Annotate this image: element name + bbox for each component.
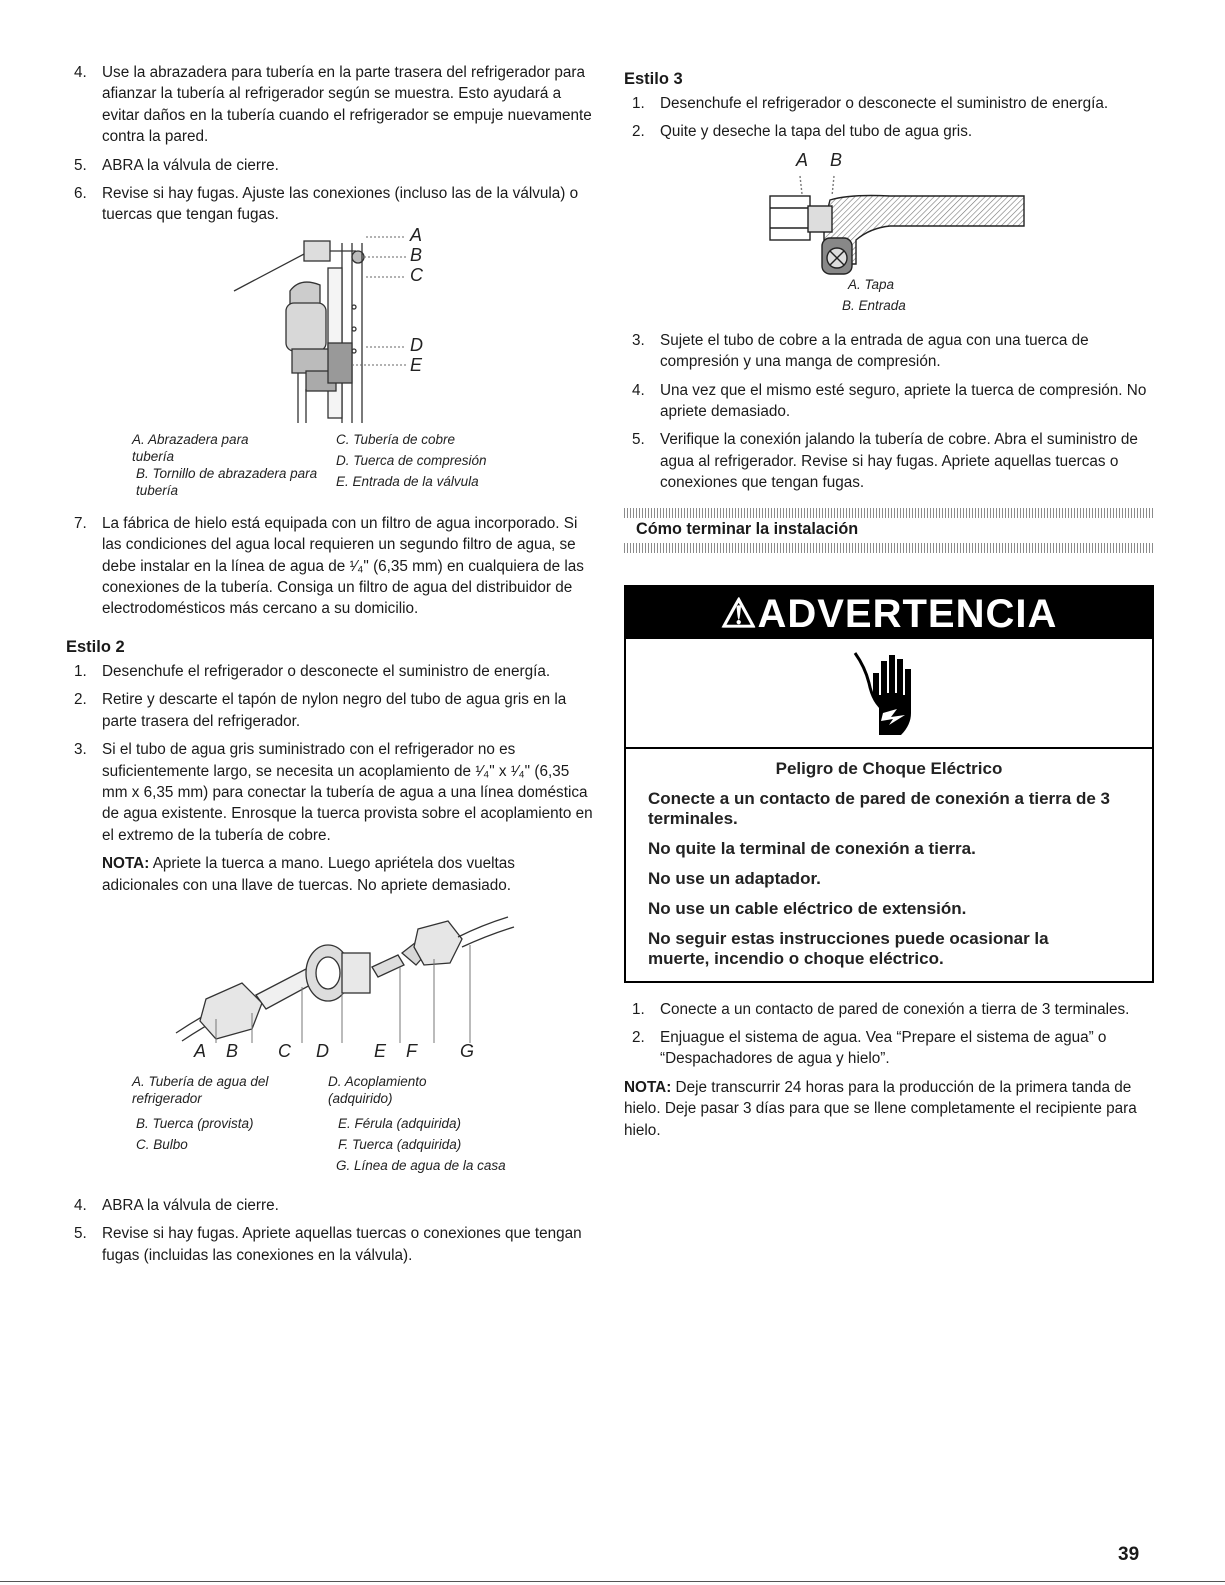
legend-item: B. Tuerca (provista) bbox=[136, 1115, 254, 1131]
legend-item: F. Tuerca (adquirida) bbox=[338, 1136, 462, 1152]
figure-coupling bbox=[66, 903, 594, 1073]
step-item: 1. Desenchufe el refrigerador o desconecte el suministro de energía. bbox=[624, 93, 1154, 114]
fig2-label-b: B bbox=[226, 1040, 239, 1061]
style3-heading: Estilo 3 bbox=[624, 70, 683, 88]
step-text: Revise si hay fugas. Ajuste las conexiones (incluso las de la válvula) o tuercas que tengan fugas. bbox=[102, 185, 579, 224]
step-item: 2. Retire y descarte el tapón de nylon negro del tubo de agua gris en la parte trasera del refrigerador. bbox=[66, 689, 594, 732]
step-item: 1. Conecte a un contacto de pared de conexión a tierra de 3 terminales. bbox=[624, 999, 1154, 1020]
legend-item: B. Entrada bbox=[842, 297, 906, 313]
right-column bbox=[624, 62, 1154, 1141]
section-title: Cómo terminar la instalación bbox=[636, 519, 859, 538]
valve-clamp-illustration bbox=[66, 233, 594, 431]
warning-box bbox=[624, 585, 1154, 983]
step-text: Una vez que el mismo esté seguro, apriete la tuerca de compresión. No apriete demasiado. bbox=[660, 381, 1147, 421]
left-column bbox=[66, 62, 594, 1273]
legend-item: G. Línea de agua de la casa bbox=[336, 1157, 506, 1173]
fig2-label-d: D bbox=[316, 1040, 329, 1061]
warning-line: No use un adaptador. bbox=[648, 868, 821, 888]
step-item: 2. Enjuague el sistema de agua. Vea “Prepare el sistema de agua” o “Despachadores de agua y hielo”. bbox=[624, 1027, 1154, 1070]
final-note: NOTA: Deje transcurrir 24 horas para la producción de la primera tanda de hielo. Deje pasar 3 días para que se llene completamente el recipiente para hielo. bbox=[624, 1078, 1137, 1139]
legend-item: B. Tornillo de abrazadera para tubería bbox=[136, 465, 318, 498]
legend-item: D. Tuerca de compresión bbox=[336, 452, 487, 468]
style2-heading: Estilo 2 bbox=[66, 637, 125, 656]
step-text: Si el tubo de agua gris suministrado con el refrigerador no es suficientemente largo, se necesita un acoplamiento de ¹⁄₄" x ¹⁄₄" (6,35 mm x 6,35 mm) para conectar la tubería de agua a una línea doméstica de agua existente. Enrosque la tuerca provista sobre el acoplamiento en el extremo de la tubería de cobre. bbox=[102, 741, 593, 844]
fig1-label-b: B bbox=[410, 244, 423, 265]
step-text: Desenchufe el refrigerador o desconecte el suministro de energía. bbox=[660, 95, 1109, 112]
fig1-label-a: A bbox=[410, 224, 423, 245]
step-item: 6. Revise si hay fugas. Ajuste las conexiones (incluso las de la válvula) o tuercas que tengan fugas. bbox=[66, 183, 594, 226]
step-text: Verifique la conexión jalando la tubería de cobre. Abra el suministro de agua al refrigerador. Revise si hay fugas. Apriete aquellas tuercas o conexiones que tengan fugas. bbox=[660, 431, 1138, 492]
water-inlet-illustration bbox=[624, 150, 1154, 276]
step-item: 3. Si el tubo de agua gris suministrado con el refrigerador no es suficientemente largo, se necesita un acoplamiento de ¹⁄₄" x ¹⁄₄" (6,35 mm x 6,35 mm) para conectar la tubería de agua a una línea doméstica de agua existente. Enrosque la tuerca provista sobre el acoplamiento en el extremo de la tubería de cobre. NOTA: Apriete la tuerca a mano. Luego apriétela dos vueltas adicionales con una llave de tuercas. No apriete demasiado. bbox=[66, 739, 594, 896]
step-text: ABRA la válvula de cierre. bbox=[102, 156, 279, 174]
step-item: 4. Use la abrazadera para tubería en la parte trasera del refrigerador para afianzar la tubería al refrigerador según se muestra. Esto ayudará a evitar daños en la tubería cuando el refrigerador se empuje nuevamente contra la pared. bbox=[66, 62, 594, 148]
step-item: 2. Quite y deseche la tapa del tubo de agua gris. bbox=[624, 121, 1154, 142]
step-text: ABRA la válvula de cierre. bbox=[102, 1196, 279, 1214]
step-text: Quite y deseche la tapa del tubo de agua gris. bbox=[660, 123, 973, 141]
figure2-legend bbox=[132, 1073, 594, 1191]
step-item: 5. Revise si hay fugas. Apriete aquellas tuercas o conexiones que tengan fugas (incluidas las conexiones en la válvula). bbox=[66, 1223, 594, 1266]
page-number: 39 bbox=[1118, 1544, 1140, 1565]
legend-item: C. Tubería de cobre bbox=[336, 431, 456, 447]
fig3-label-b: B bbox=[830, 149, 843, 170]
legend-item: A. Tapa bbox=[848, 276, 895, 292]
step-item: 4. ABRA la válvula de cierre. bbox=[66, 1195, 594, 1216]
warning-header: ⚠ADVERTENCIA bbox=[626, 587, 1152, 639]
warning-line: No use un cable eléctrico de extensión. bbox=[648, 898, 967, 918]
legend-item: E. Entrada de la válvula bbox=[336, 473, 479, 489]
legend-item: C. Bulbo bbox=[136, 1136, 188, 1152]
figure-valve-clamp bbox=[66, 224, 594, 431]
warning-triangle-icon: ⚠ bbox=[720, 591, 758, 636]
step-item: 7. La fábrica de hielo está equipada con un filtro de agua incorporado. Si las condiciones del agua local requieren un segundo filtro de agua, se debe instalar en la línea de agua de ¹⁄₄" (6,35 mm) en cualquiera de las conexiones de la tubería. Consiga un filtro de agua del distribuidor de electrodomésticos más cercano a su domicilio. bbox=[66, 513, 594, 620]
step-text: Use la abrazadera para tubería en la parte trasera del refrigerador para afianzar la tubería al refrigerador según se muestra. Esto ayudará a evitar daños en la tubería cuando el refrigerador se empuje nuevamente contra la pared. bbox=[102, 64, 592, 146]
coupling-illustration bbox=[66, 903, 594, 1043]
legend-item: A. Abrazadera para tubería bbox=[132, 431, 249, 464]
step-text: Desenchufe el refrigerador o desconecte el suministro de energía. bbox=[102, 662, 551, 680]
step-text: La fábrica de hielo está equipada con un filtro de agua incorporado. Si las condiciones del agua local requieren un segundo filtro de agua, se debe instalar en la línea de agua de ¹⁄₄" (6,35 mm) en cualquiera de las conexiones de la tubería. Consiga un filtro de agua del distribuidor de electrodomésticos más cercano a su domicilio. bbox=[102, 514, 584, 618]
step-text: Conecte a un contacto de pared de conexión a tierra de 3 terminales. bbox=[660, 1000, 1130, 1018]
fig2-label-e: E bbox=[374, 1040, 387, 1061]
step-text: Enjuague el sistema de agua. Vea “Prepare el sistema de agua” o “Despachadores de agua y hielo”. bbox=[660, 1029, 1107, 1068]
step-item: 4. Una vez que el mismo esté seguro, apriete la tuerca de compresión. No apriete demasiado. bbox=[624, 380, 1154, 423]
warning-subtitle: Peligro de Choque Eléctrico bbox=[775, 758, 1003, 778]
fig2-label-a: A bbox=[194, 1040, 207, 1061]
electric-shock-hand-icon bbox=[849, 643, 929, 743]
figure3-legend bbox=[624, 276, 1154, 322]
step-text: Revise si hay fugas. Apriete aquellas tuercas o conexiones que tengan fugas (incluidas las conexiones en la válvula). bbox=[102, 1225, 582, 1264]
section-rule-bottom bbox=[624, 543, 1154, 553]
step-item: 5. ABRA la válvula de cierre. bbox=[66, 155, 594, 176]
note-paragraph: NOTA: Apriete la tuerca a mano. Luego apriétela dos vueltas adicionales con una llave de tuercas. No apriete demasiado. bbox=[102, 855, 515, 894]
step-item: 5. Verifique la conexión jalando la tubería de cobre. Abra el suministro de agua al refrigerador. Revise si hay fugas. Apriete aquellas tuercas o conexiones que tengan fugas. bbox=[624, 429, 1154, 493]
step-item: 1. Desenchufe el refrigerador o desconecte el suministro de energía. bbox=[66, 661, 594, 682]
warning-line: No seguir estas instrucciones puede ocasionar la muerte, incendio o choque eléctrico. bbox=[648, 928, 1049, 968]
step-text: Sujete el tubo de cobre a la entrada de agua con una tuerca de compresión y una manga de compresión. bbox=[660, 331, 1089, 371]
bottom-rule bbox=[0, 1581, 1225, 1582]
fig1-label-c: C bbox=[410, 264, 423, 285]
figure-water-inlet bbox=[624, 150, 1154, 276]
fig2-label-c: C bbox=[278, 1040, 291, 1061]
legend-item: E. Férula (adquirida) bbox=[338, 1115, 462, 1131]
section-rule-top bbox=[624, 508, 1154, 518]
figure1-legend bbox=[132, 431, 594, 519]
fig3-label-a: A bbox=[796, 149, 809, 170]
fig2-label-f: F bbox=[406, 1040, 417, 1061]
legend-item: D. Acoplamiento (adquirido) bbox=[328, 1073, 427, 1106]
warning-line: No quite la terminal de conexión a tierra. bbox=[648, 838, 976, 858]
warning-body bbox=[626, 749, 1152, 981]
fig1-label-d: D bbox=[410, 334, 423, 355]
warning-line: Conecte a un contacto de pared de conexión a tierra de 3 terminales. bbox=[648, 788, 1110, 828]
fig2-label-g: G bbox=[460, 1040, 475, 1061]
step-text: Retire y descarte el tapón de nylon negro del tubo de agua gris en la parte trasera del refrigerador. bbox=[102, 691, 567, 730]
warning-icon-area bbox=[626, 639, 1152, 749]
legend-item: A. Tubería de agua del refrigerador bbox=[132, 1073, 269, 1106]
step-item: 3. Sujete el tubo de cobre a la entrada de agua con una tuerca de compresión y una manga de compresión. bbox=[624, 330, 1154, 373]
fig1-label-e: E bbox=[410, 354, 423, 375]
